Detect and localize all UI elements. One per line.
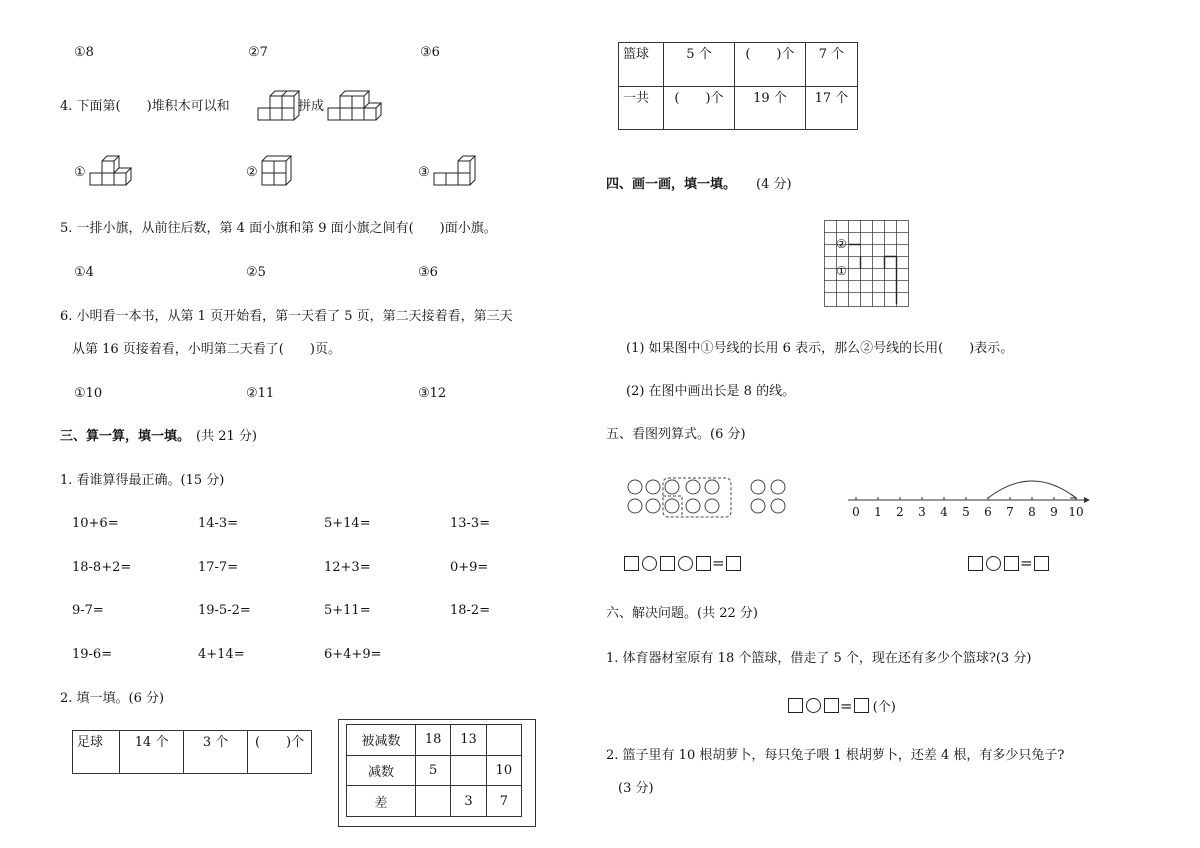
subtraction-table <box>346 724 522 817</box>
section5-title: 五、看图列算式。(6 分) <box>606 427 746 442</box>
q6-option-3: ③12 <box>418 386 447 401</box>
answer-template-number-line[interactable]: = <box>968 554 1049 572</box>
q3-option-2: ②7 <box>248 45 268 60</box>
table-cell: ( )个 <box>248 731 312 774</box>
q3-option-1: ①8 <box>74 45 94 60</box>
q3-option-3: ③6 <box>420 45 440 60</box>
table-cell: 差 <box>347 786 416 817</box>
q4-option-3: ③ <box>418 165 430 180</box>
q6-option-1: ①10 <box>74 386 103 401</box>
section4-q2: (2) 在图中画出长是 8 的线。 <box>626 384 796 399</box>
table-cell: 3 个 <box>184 731 248 774</box>
q5-option-1: ①4 <box>74 265 94 280</box>
q4-text-post: 拼成 <box>298 99 325 114</box>
table-cell: 7 <box>486 786 521 817</box>
tick-label: 9 <box>1050 505 1058 519</box>
grid-label-1: ① <box>836 264 847 278</box>
table-cell: 7 个 <box>805 43 857 87</box>
table-cell: 一共 <box>619 87 664 130</box>
table-cell: 5 <box>416 755 451 786</box>
tick-label: 1 <box>874 505 882 519</box>
table-cell: 18 <box>416 725 451 756</box>
q6-line1: 6. 小明看一本书，从第 1 页开始看，第一天看了 5 页，第二天接着看，第三天 <box>60 309 513 324</box>
section6-q2-line2: (3 分) <box>618 781 654 796</box>
table-cell <box>451 755 486 786</box>
section6-q2-line1: 2. 篮子里有 10 根胡萝卜，每只兔子喂 1 根胡萝卜，还差 4 根，有多少只兔子? <box>606 748 1065 763</box>
tick-label: 6 <box>984 505 992 519</box>
block-figure-target-b <box>328 88 384 126</box>
section3-title: 三、算一算，填一填。 <box>60 429 191 444</box>
tick-label: 10 <box>1068 505 1084 519</box>
calc-item: 13-3= <box>450 516 491 531</box>
calc-item: 18-8+2= <box>72 560 132 575</box>
table-cell: 被减数 <box>347 725 416 756</box>
circles-figure <box>626 478 792 518</box>
table-cell <box>486 725 521 756</box>
section4-title: 四、画一画，填一填。 <box>606 177 737 192</box>
tick-label: 0 <box>852 505 860 519</box>
table-cell: 篮球 <box>619 43 664 87</box>
table-cell <box>416 786 451 817</box>
table-cell: 3 <box>451 786 486 817</box>
tick-label: 7 <box>1006 505 1014 519</box>
block-figure-target-a <box>258 88 298 126</box>
football-table <box>72 730 312 774</box>
block-option-3-icon <box>434 155 484 189</box>
q4-option-1: ① <box>74 165 86 180</box>
calc-item: 4+14= <box>198 647 245 662</box>
tick-label: 5 <box>962 505 970 519</box>
q4-option-2: ② <box>246 165 258 180</box>
calc-item: 12+3= <box>324 560 371 575</box>
table-cell: 13 <box>451 725 486 756</box>
q5-option-3: ③6 <box>418 265 438 280</box>
unit-label: (个) <box>872 700 896 715</box>
tick-label: 4 <box>940 505 948 519</box>
section6-title: 六、解决问题。(共 22 分) <box>606 606 758 621</box>
calc-item: 17-7= <box>198 560 239 575</box>
grid-label-2: ② <box>836 237 847 251</box>
calc-item: 19-5-2= <box>198 603 251 618</box>
calc-item: 6+4+9= <box>324 647 382 662</box>
table-cell: ( )个 <box>664 87 735 130</box>
q5-option-2: ②5 <box>246 265 266 280</box>
calc-item: 10+6= <box>72 516 119 531</box>
fill-title: 2. 填一填。(6 分) <box>60 691 165 706</box>
calc-item: 14-3= <box>198 516 239 531</box>
section6-q1: 1. 体育器材室原有 18 个篮球，借走了 5 个，现在还有多少个篮球?(3 分) <box>606 651 1032 666</box>
table-cell: 5 个 <box>664 43 735 87</box>
section3-score: (共 21 分) <box>196 429 257 444</box>
table-cell: 减数 <box>347 755 416 786</box>
basketball-table <box>618 42 858 130</box>
answer-template-q1[interactable]: = (个) <box>788 696 896 715</box>
table-cell: 10 <box>486 755 521 786</box>
table-cell: 17 个 <box>805 87 857 130</box>
calc-item: 5+14= <box>324 516 371 531</box>
q6-option-2: ②11 <box>246 386 275 401</box>
q4-text-pre: 4. 下面第( )堆积木可以和 <box>60 99 230 114</box>
q5-text: 5. 一排小旗，从前往后数，第 4 面小旗和第 9 面小旗之间有( )面小旗。 <box>60 221 497 236</box>
calc-item: 0+9= <box>450 560 489 575</box>
tick-label: 2 <box>896 505 904 519</box>
calc-item: 9-7= <box>72 603 104 618</box>
section4-q1: (1) 如果图中①号线的长用 6 表示，那么②号线的长用( )表示。 <box>626 341 1014 356</box>
table-cell: 14 个 <box>120 731 184 774</box>
section4-score: (4 分) <box>756 177 792 192</box>
calc-item: 5+11= <box>324 603 371 618</box>
table-cell: ( )个 <box>734 43 805 87</box>
calc-item: 19-6= <box>72 647 113 662</box>
number-line <box>848 470 1094 522</box>
table-cell: 19 个 <box>734 87 805 130</box>
tick-label: 3 <box>918 505 926 519</box>
calc-title: 1. 看谁算得最正确。(15 分) <box>60 473 225 488</box>
block-option-1-icon <box>90 155 140 189</box>
table-cell: 足球 <box>73 731 120 774</box>
q6-line2: 从第 16 页接着看，小明第二天看了( )页。 <box>72 342 341 357</box>
calc-item: 18-2= <box>450 603 491 618</box>
block-option-2-icon <box>262 155 302 189</box>
answer-template-circles[interactable]: = <box>624 554 741 572</box>
tick-label: 8 <box>1028 505 1036 519</box>
